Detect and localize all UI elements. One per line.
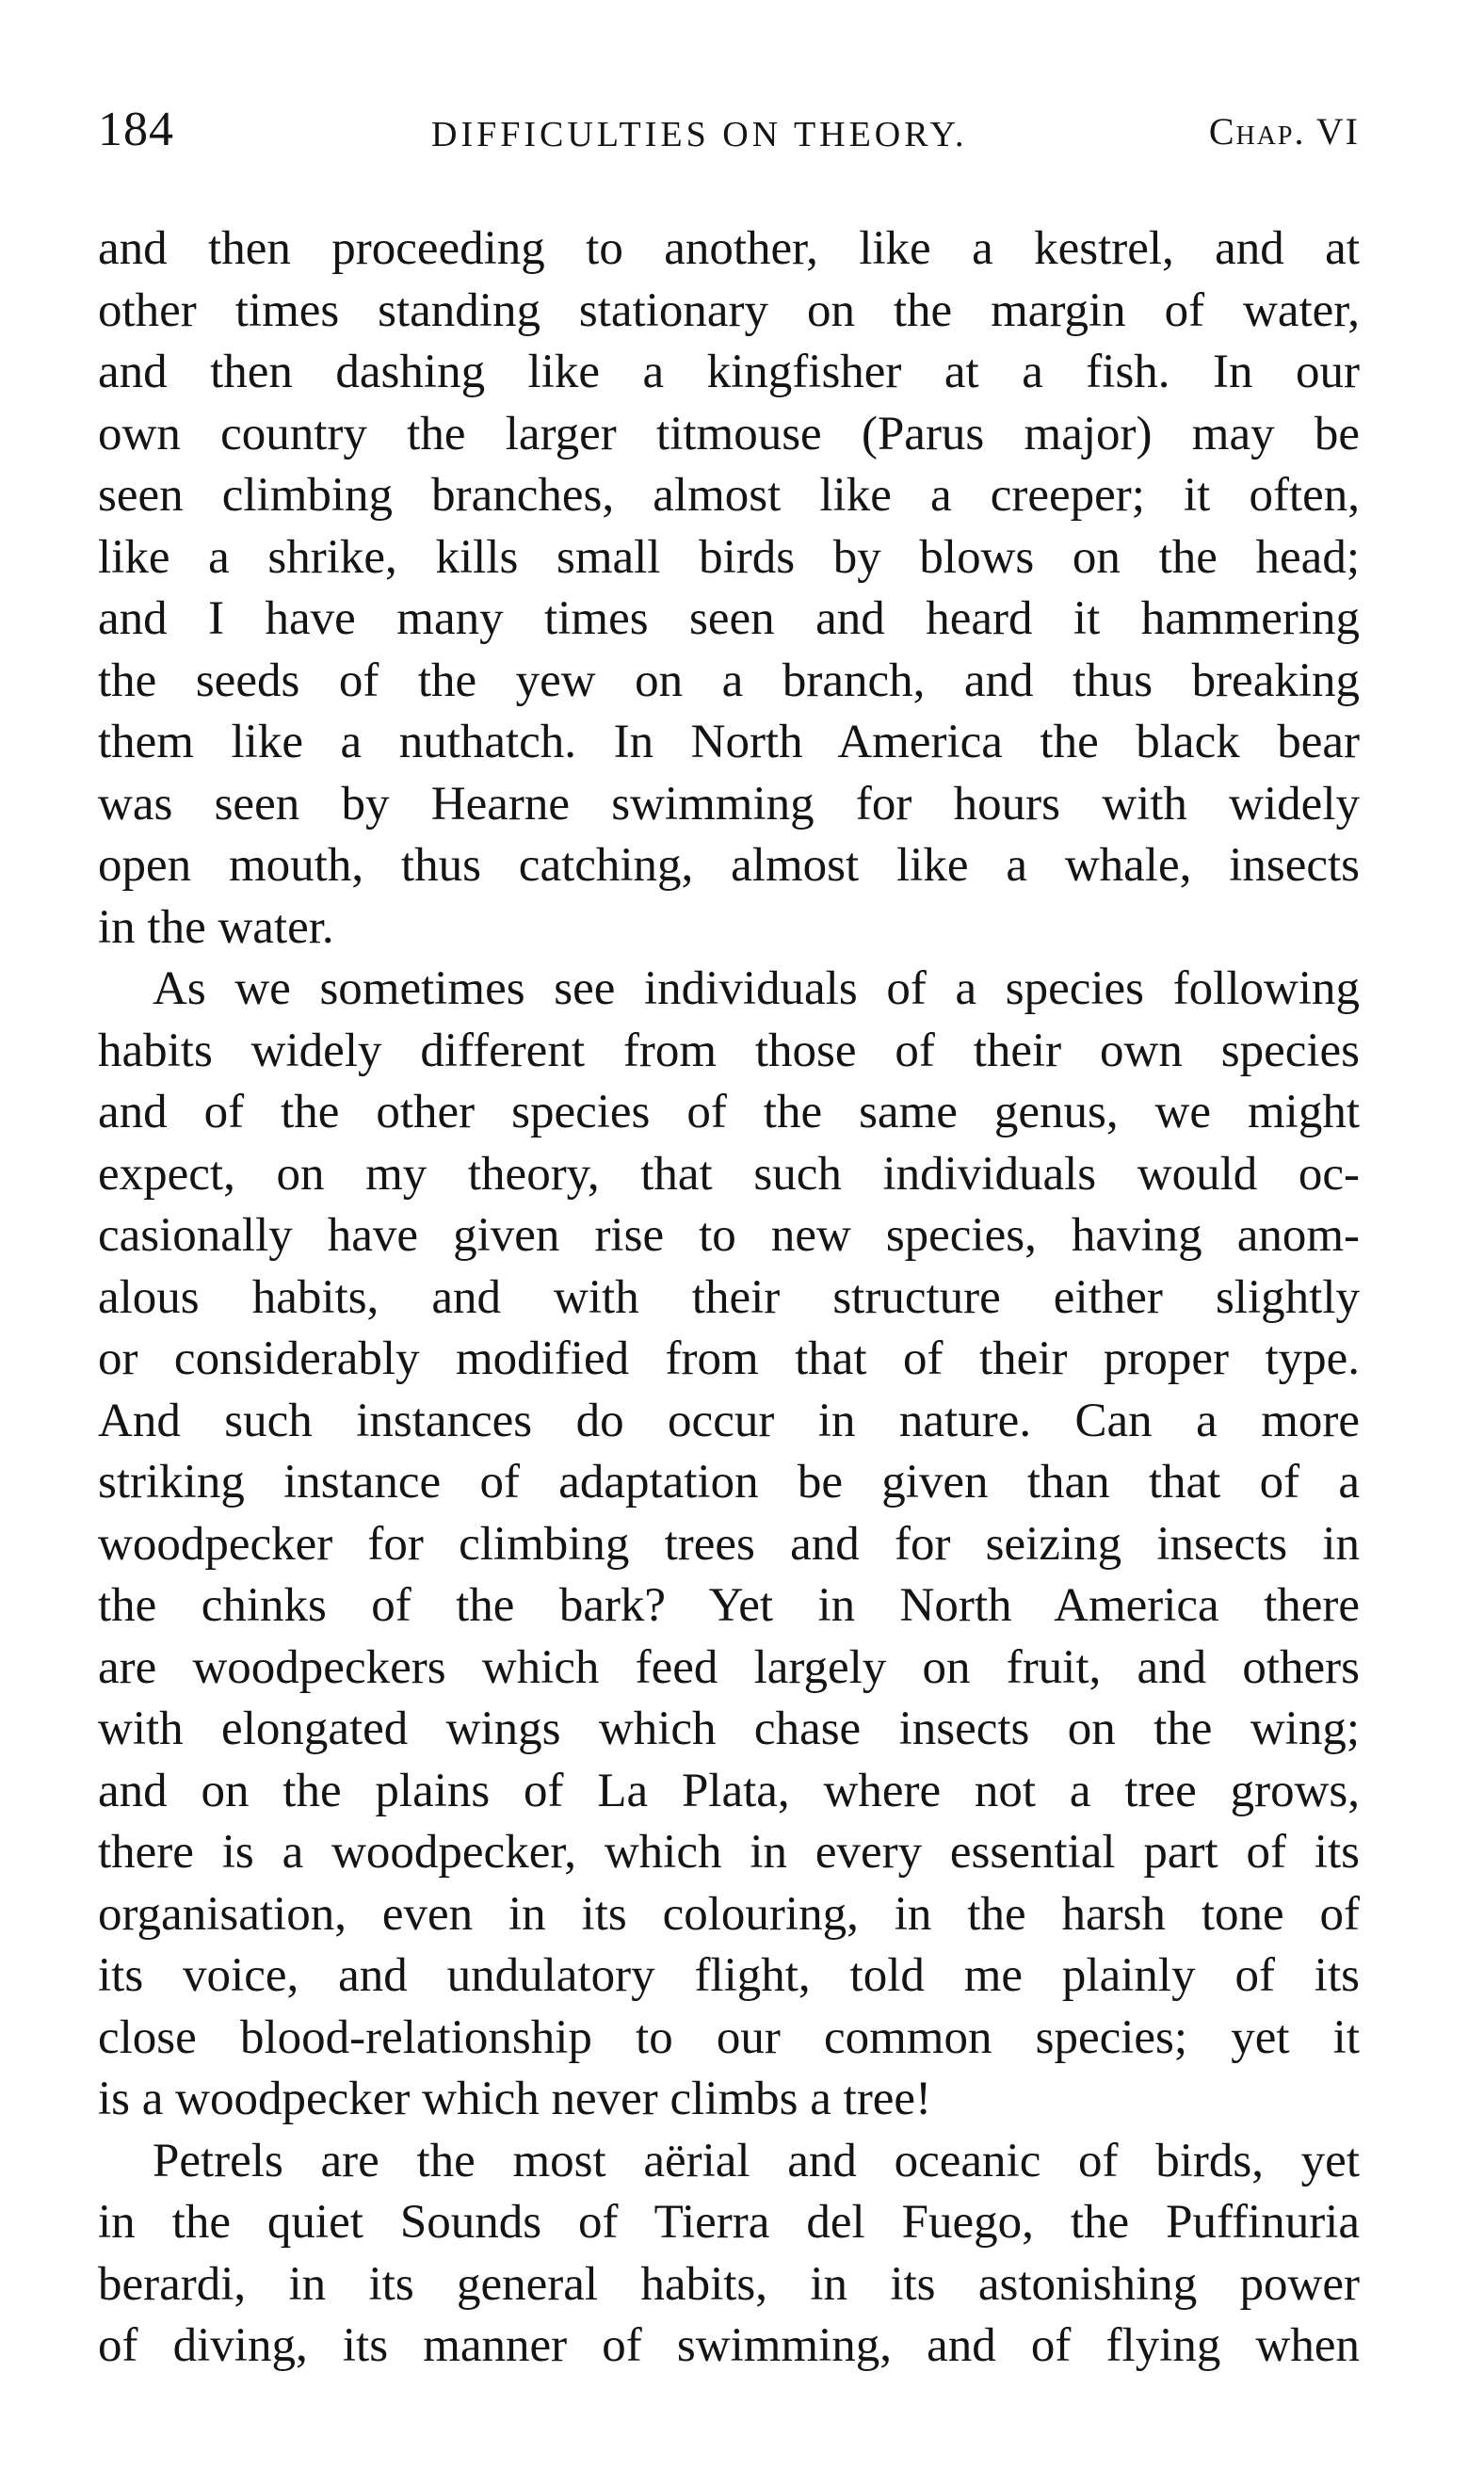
text-line: other times standing stationary on the margin of water,	[98, 283, 1360, 337]
text-line: striking instance of adaptation be given than that of a	[98, 1456, 1360, 1509]
text-line: of diving, its manner of swimming, and of flying when	[98, 2319, 1360, 2372]
text-line: and of the other species of the same genus, we might	[98, 1086, 1360, 1138]
text-line: them like a nuthatch. In North America the black bear	[98, 716, 1360, 768]
text-line: and then dashing like a kingfisher at a fish. In our	[98, 346, 1360, 398]
text-line: Petrels are the most aërial and oceanic of birds, yet	[153, 2134, 1360, 2187]
text-line: organisation, even in its colouring, in the harsh tone of	[98, 1887, 1360, 1941]
text-line: was seen by Hearne swimming for hours with widely	[98, 777, 1360, 831]
text-line: like a shrike, kills small birds by blows on the head;	[98, 530, 1360, 584]
text-line: there is a woodpecker, which in every essential part of its	[98, 1826, 1360, 1879]
text-line: in the water.	[98, 900, 334, 954]
text-line: close blood-relationship to our common species; yet it	[98, 2010, 1360, 2064]
text-line: and I have many times seen and heard it hammering	[98, 592, 1360, 645]
text-line: its voice, and undulatory flight, told me plainly of its	[98, 1949, 1360, 2002]
text-line: casionally have given rise to new species, having anom-	[98, 1209, 1360, 1262]
text-line: and then proceeding to another, like a kestrel, and at	[98, 222, 1360, 275]
text-line: is a woodpecker which never climbs a tree!	[98, 2073, 932, 2125]
text-line: the chinks of the bark? Yet in North America there	[98, 1579, 1360, 1632]
text-line: woodpecker for climbing trees and for seizing insects in	[98, 1517, 1360, 1571]
text-line: in the quiet Sounds of Tierra del Fuego, the Puffinuria	[98, 2196, 1360, 2249]
text-line: own country the larger titmouse (Parus major) may be	[98, 407, 1360, 460]
text-line: berardi, in its general habits, in its astonishing power	[98, 2257, 1360, 2311]
running-title: DIFFICULTIES ON THEORY.	[431, 115, 968, 154]
text-line: or considerably modified from that of their proper type.	[98, 1332, 1360, 1385]
text-line: seen climbing branches, almost like a creeper; it often,	[98, 469, 1360, 522]
text-line: with elongated wings which chase insects on the wing;	[98, 1702, 1360, 1755]
text-line: and on the plains of La Plata, where not a tree grows,	[98, 1764, 1360, 1817]
text-line: habits widely different from those of their own species	[98, 1024, 1360, 1077]
text-line: are woodpeckers which feed largely on fruit, and others	[98, 1640, 1360, 1694]
page-number: 184	[98, 103, 174, 156]
text-line: the seeds of the yew on a branch, and thus breaking	[98, 654, 1360, 707]
text-line: expect, on my theory, that such individuals would oc-	[98, 1147, 1360, 1201]
chapter-label: Chap. VI	[1208, 110, 1360, 153]
text-line: And such instances do occur in nature. Can a more	[98, 1394, 1360, 1447]
page-header	[98, 102, 1360, 168]
text-line: open mouth, thus catching, almost like a whale, insects	[98, 839, 1360, 892]
body-text	[98, 218, 1360, 2378]
text-line: As we sometimes see individuals of a species following	[153, 962, 1360, 1015]
text-line: alous habits, and with their structure either slightly	[98, 1270, 1360, 1324]
